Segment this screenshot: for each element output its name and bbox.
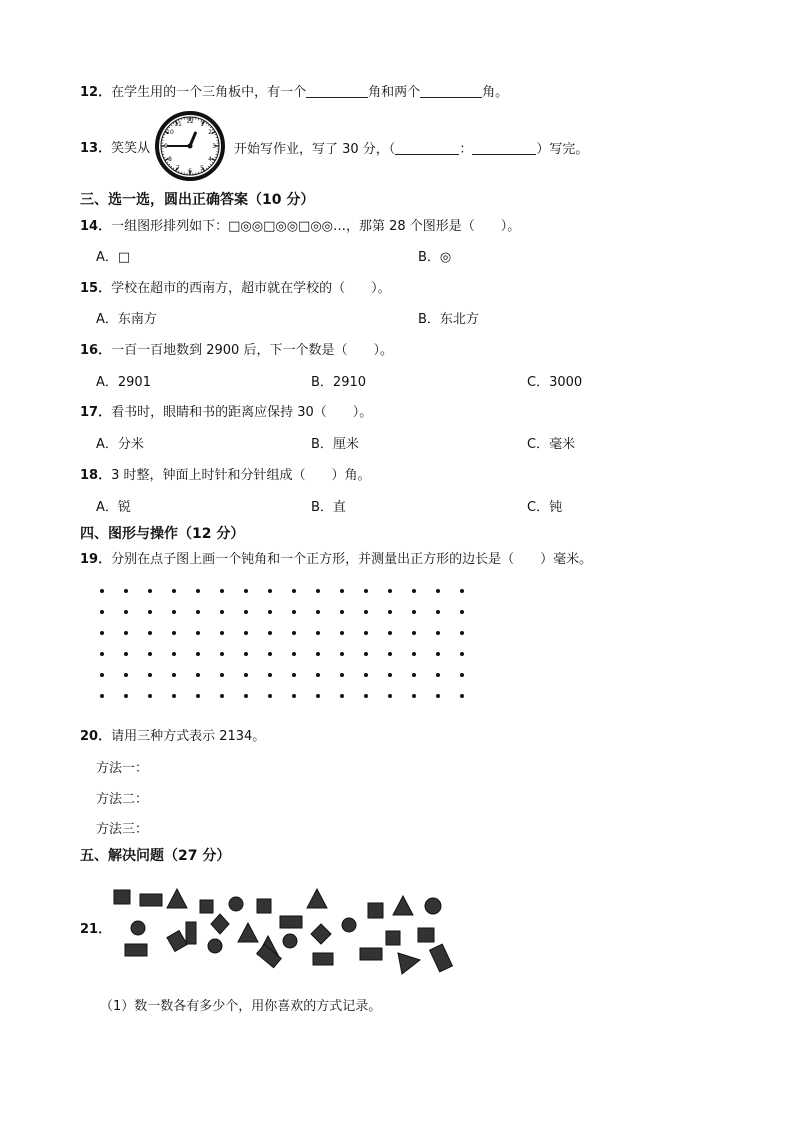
- circle-shape: [425, 898, 441, 914]
- grid-dot[interactable]: [244, 631, 248, 635]
- grid-dot[interactable]: [268, 589, 272, 593]
- question-number: 12．: [80, 85, 112, 100]
- rectangle-shape: [140, 894, 162, 906]
- grid-dot[interactable]: [460, 694, 464, 698]
- grid-dot[interactable]: [316, 610, 320, 614]
- square-shape: [386, 931, 400, 945]
- answer-blank[interactable]: [395, 140, 459, 155]
- svg-text:7: 7: [176, 165, 180, 172]
- grid-dot[interactable]: [196, 589, 200, 593]
- section-heading-5: 五、解决问题（27 分）: [80, 848, 231, 864]
- grid-dot[interactable]: [100, 694, 104, 698]
- grid-dot[interactable]: [124, 673, 128, 677]
- grid-dot[interactable]: [412, 694, 416, 698]
- grid-dot[interactable]: [172, 610, 176, 614]
- svg-text:2: 2: [208, 129, 212, 136]
- grid-dot[interactable]: [340, 694, 344, 698]
- question-17: [80, 404, 372, 422]
- svg-text:9: 9: [164, 143, 168, 150]
- grid-dot[interactable]: [436, 652, 440, 656]
- grid-dot[interactable]: [124, 589, 128, 593]
- triangle-shape: [167, 889, 187, 908]
- question-12: [80, 83, 508, 102]
- grid-dot[interactable]: [196, 610, 200, 614]
- grid-dot[interactable]: [364, 652, 368, 656]
- rectangle-shape: [313, 953, 333, 965]
- triangle-shape: [307, 889, 327, 908]
- svg-text:6: 6: [188, 168, 192, 175]
- grid-dot[interactable]: [460, 631, 464, 635]
- grid-dot[interactable]: [124, 694, 128, 698]
- grid-dot[interactable]: [340, 610, 344, 614]
- option-c[interactable]: C．毫米: [527, 437, 576, 452]
- question-text: 请用三种方式表示 2134。: [111, 729, 266, 744]
- question-21-number: [80, 921, 111, 939]
- grid-dot[interactable]: [316, 673, 320, 677]
- question-text: 分别在点子图上画一个钝角和一个正方形，并测量出正方形的边长是（ ）毫米。: [111, 552, 593, 567]
- dot-grid[interactable]: [96, 585, 476, 705]
- grid-dot[interactable]: [412, 673, 416, 677]
- option-b[interactable]: B．厘米: [311, 437, 359, 452]
- grid-dot[interactable]: [388, 652, 392, 656]
- grid-dot[interactable]: [292, 694, 296, 698]
- question-16: [80, 342, 393, 360]
- square-shape: [368, 903, 383, 918]
- grid-dot[interactable]: [148, 694, 152, 698]
- grid-dot[interactable]: [412, 610, 416, 614]
- grid-dot[interactable]: [460, 673, 464, 677]
- question-text: 一百一百地数到 2900 后，下一个数是（ ）。: [111, 343, 393, 358]
- grid-dot[interactable]: [388, 631, 392, 635]
- option-b[interactable]: B．东北方: [418, 312, 479, 327]
- grid-dot[interactable]: [364, 694, 368, 698]
- option-c[interactable]: C．钝: [527, 500, 563, 515]
- svg-text:1: 1: [200, 121, 204, 128]
- grid-dot[interactable]: [268, 610, 272, 614]
- grid-dot[interactable]: [220, 589, 224, 593]
- diamond-shape: [211, 914, 229, 934]
- option-a[interactable]: A．东南方: [96, 312, 157, 327]
- diamond-shape: [311, 924, 331, 944]
- grid-dot[interactable]: [436, 631, 440, 635]
- grid-dot[interactable]: [436, 694, 440, 698]
- option-b[interactable]: B．◎: [418, 250, 452, 265]
- option-b[interactable]: B．2910: [311, 375, 367, 390]
- circle-shape: [229, 897, 243, 911]
- grid-dot[interactable]: [220, 652, 224, 656]
- rectangle-shape: [430, 944, 453, 972]
- grid-dot[interactable]: [244, 673, 248, 677]
- grid-dot[interactable]: [124, 652, 128, 656]
- grid-dot[interactable]: [220, 610, 224, 614]
- grid-dot[interactable]: [196, 673, 200, 677]
- circle-shape: [208, 939, 222, 953]
- question-number: 13．: [80, 141, 112, 156]
- grid-dot[interactable]: [292, 631, 296, 635]
- method-1-label: 方法一：: [96, 761, 149, 776]
- square-shape: [200, 900, 213, 913]
- option-a[interactable]: A．锐: [96, 500, 131, 515]
- grid-dot[interactable]: [292, 652, 296, 656]
- question-14: [80, 218, 520, 236]
- grid-dot[interactable]: [292, 589, 296, 593]
- svg-text:3: 3: [212, 143, 216, 150]
- grid-dot[interactable]: [124, 631, 128, 635]
- section-heading-4: 四、图形与操作（12 分）: [80, 526, 245, 542]
- answer-blank[interactable]: [472, 140, 536, 155]
- grid-dot[interactable]: [268, 631, 272, 635]
- grid-dot[interactable]: [148, 631, 152, 635]
- grid-dot[interactable]: [220, 631, 224, 635]
- grid-dot[interactable]: [100, 652, 104, 656]
- option-b[interactable]: B．直: [311, 500, 346, 515]
- grid-dot[interactable]: [172, 673, 176, 677]
- grid-dot[interactable]: [316, 652, 320, 656]
- grid-dot[interactable]: [268, 694, 272, 698]
- shapes-illustration: [110, 886, 460, 981]
- grid-dot[interactable]: [460, 652, 464, 656]
- grid-dot[interactable]: [100, 589, 104, 593]
- grid-dot[interactable]: [412, 652, 416, 656]
- method-2-label: 方法二：: [96, 792, 149, 807]
- grid-dot[interactable]: [268, 652, 272, 656]
- question-18: [80, 467, 371, 485]
- grid-dot[interactable]: [100, 673, 104, 677]
- option-a[interactable]: A．□: [96, 250, 131, 265]
- question-text: 角。: [482, 85, 509, 100]
- colon: ：: [459, 142, 473, 157]
- grid-dot[interactable]: [100, 631, 104, 635]
- question-number: 19．: [80, 552, 112, 567]
- question-text: 笑笑从: [111, 141, 151, 156]
- grid-dot[interactable]: [340, 589, 344, 593]
- svg-text:4: 4: [208, 156, 212, 163]
- grid-dot[interactable]: [244, 694, 248, 698]
- grid-dot[interactable]: [364, 610, 368, 614]
- grid-dot[interactable]: [244, 652, 248, 656]
- grid-dot[interactable]: [364, 673, 368, 677]
- answer-blank[interactable]: [420, 83, 482, 98]
- option-c[interactable]: C．3000: [527, 375, 583, 390]
- grid-dot[interactable]: [412, 631, 416, 635]
- svg-text:12: 12: [186, 118, 194, 125]
- grid-dot[interactable]: [316, 694, 320, 698]
- question-text: 看书时，眼睛和书的距离应保持 30（ ）。: [111, 405, 373, 420]
- grid-dot[interactable]: [388, 673, 392, 677]
- rectangle-shape: [125, 944, 147, 956]
- grid-dot[interactable]: [172, 631, 176, 635]
- question-number: 16．: [80, 343, 112, 358]
- question-number: 14．: [80, 219, 112, 234]
- grid-dot[interactable]: [148, 589, 152, 593]
- grid-dot[interactable]: [148, 652, 152, 656]
- question-20: [80, 728, 265, 746]
- grid-dot[interactable]: [196, 652, 200, 656]
- rectangle-shape: [167, 931, 187, 952]
- rectangle-shape: [360, 948, 382, 960]
- grid-dot[interactable]: [196, 631, 200, 635]
- triangle-shape: [238, 923, 258, 942]
- grid-dot[interactable]: [340, 652, 344, 656]
- grid-dot[interactable]: [292, 673, 296, 677]
- grid-dot[interactable]: [340, 673, 344, 677]
- grid-dot[interactable]: [388, 589, 392, 593]
- method-3-label: 方法三：: [96, 822, 149, 837]
- grid-dot[interactable]: [364, 589, 368, 593]
- question-text: 角和两个: [368, 85, 421, 100]
- svg-text:10: 10: [166, 129, 174, 136]
- question-text: 在学生用的一个三角板中，有一个: [111, 85, 307, 100]
- grid-dot[interactable]: [316, 589, 320, 593]
- svg-text:8: 8: [168, 156, 172, 163]
- clock-icon: [154, 110, 226, 182]
- question-number: 17．: [80, 405, 112, 420]
- grid-dot[interactable]: [388, 694, 392, 698]
- square-shape: [418, 928, 434, 942]
- question-13-part-a: [80, 140, 150, 158]
- grid-dot[interactable]: [172, 694, 176, 698]
- grid-dot[interactable]: [148, 673, 152, 677]
- question-text: ）写完。: [536, 142, 589, 157]
- option-a[interactable]: A．分米: [96, 437, 144, 452]
- sub-question-1: （1）数一数各有多少个，用你喜欢的方式记录。: [100, 999, 382, 1014]
- grid-dot[interactable]: [244, 589, 248, 593]
- grid-dot[interactable]: [436, 610, 440, 614]
- question-text: 一组图形排列如下：□◎◎□◎◎□◎◎…，那第 28 个图形是（ ）。: [111, 219, 521, 234]
- grid-dot[interactable]: [172, 589, 176, 593]
- answer-blank[interactable]: [306, 83, 368, 98]
- circle-shape: [342, 918, 356, 932]
- question-text: 开始写作业，写了 30 分，（: [234, 142, 396, 157]
- triangle-shape: [393, 896, 413, 915]
- grid-dot[interactable]: [100, 610, 104, 614]
- grid-dot[interactable]: [172, 652, 176, 656]
- question-number: 15．: [80, 281, 112, 296]
- grid-dot[interactable]: [460, 589, 464, 593]
- triangle-shape: [398, 953, 420, 974]
- question-13-part-b: [234, 140, 588, 159]
- svg-text:5: 5: [200, 165, 204, 172]
- grid-dot[interactable]: [412, 589, 416, 593]
- option-a[interactable]: A．2901: [96, 375, 151, 390]
- rectangle-shape: [280, 916, 302, 928]
- grid-dot[interactable]: [460, 610, 464, 614]
- circle-shape: [283, 934, 297, 948]
- question-19: [80, 551, 592, 569]
- grid-dot[interactable]: [292, 610, 296, 614]
- svg-text:11: 11: [174, 121, 182, 128]
- question-text: 学校在超市的西南方，超市就在学校的（ ）。: [111, 281, 391, 296]
- grid-dot[interactable]: [436, 673, 440, 677]
- grid-dot[interactable]: [220, 694, 224, 698]
- circle-shape: [131, 921, 145, 935]
- question-number: 21．: [80, 922, 112, 937]
- question-number: 18．: [80, 468, 112, 483]
- question-number: 20．: [80, 729, 112, 744]
- question-15: [80, 280, 391, 298]
- grid-dot[interactable]: [364, 631, 368, 635]
- grid-dot[interactable]: [148, 610, 152, 614]
- square-shape: [257, 899, 271, 913]
- question-text: 3 时整，钟面上时针和分针组成（ ）角。: [111, 468, 371, 483]
- grid-dot[interactable]: [244, 610, 248, 614]
- grid-dot[interactable]: [436, 589, 440, 593]
- rectangle-shape: [257, 944, 282, 967]
- grid-dot[interactable]: [316, 631, 320, 635]
- grid-dot[interactable]: [340, 631, 344, 635]
- section-heading-3: 三、选一选，圆出正确答案（10 分）: [80, 192, 315, 208]
- square-shape: [114, 890, 130, 904]
- grid-dot[interactable]: [124, 610, 128, 614]
- grid-dot[interactable]: [196, 694, 200, 698]
- grid-dot[interactable]: [388, 610, 392, 614]
- rectangle-shape: [186, 922, 196, 944]
- grid-dot[interactable]: [220, 673, 224, 677]
- grid-dot[interactable]: [268, 673, 272, 677]
